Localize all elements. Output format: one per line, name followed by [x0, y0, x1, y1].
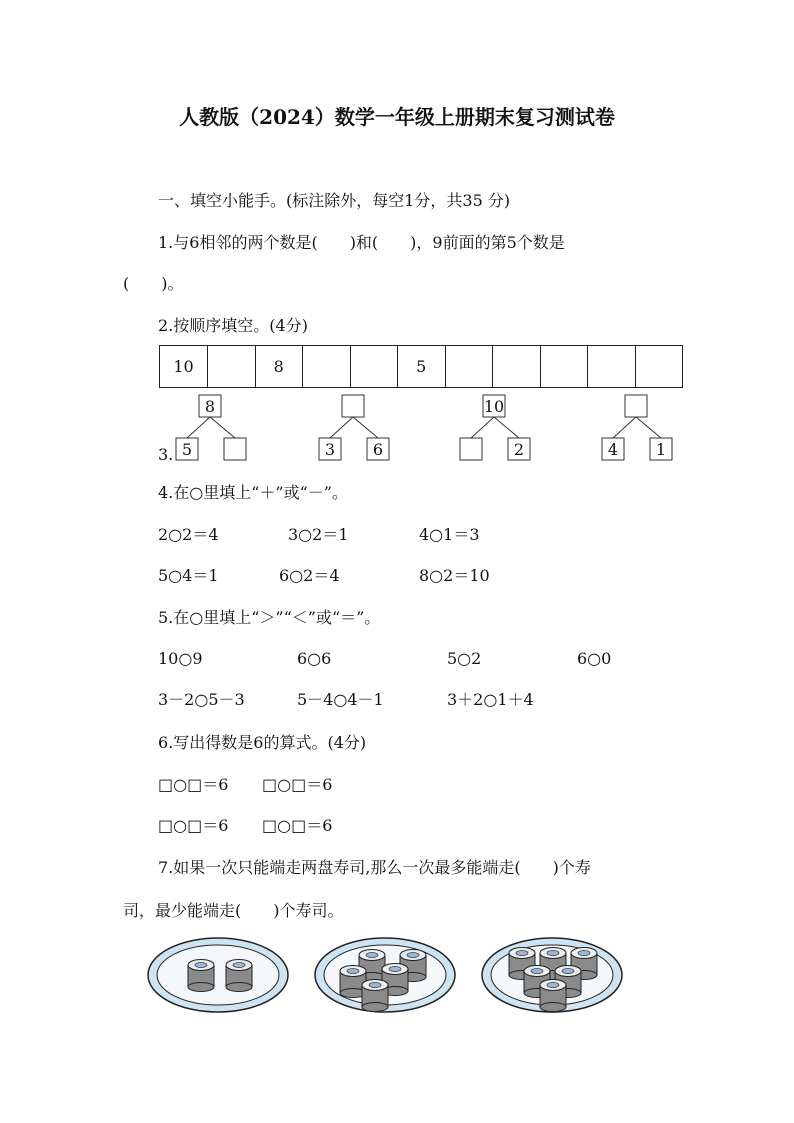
- sushi-filling: [347, 969, 359, 974]
- sequence-cell[interactable]: 10: [160, 346, 208, 387]
- section1-heading: 一、填空小能手。(标注除外，每空1分，共35 分): [158, 191, 511, 210]
- page-title: 人教版（2024）数学一年级上册期末复习测试卷: [179, 105, 615, 129]
- sushi-filling: [547, 983, 559, 988]
- q1-line2: ( )。: [123, 274, 184, 293]
- q1-line1: 1.与6相邻的两个数是( )和( )，9前面的第5个数是: [158, 233, 565, 252]
- q4-text: 4.在○里填上“＋”或“－”。: [158, 483, 348, 502]
- q6-eq: □○□＝6: [158, 816, 229, 835]
- bond-top-box-value: 8: [204, 397, 216, 416]
- q6-eq: □○□＝6: [262, 775, 333, 794]
- sushi-filling: [531, 969, 543, 974]
- bond-right-box-value: 1: [655, 440, 667, 459]
- q5-text: 5.在○里填上“＞”“＜”或“＝”。: [158, 608, 381, 627]
- sushi-filling: [547, 951, 559, 956]
- q6-eq: □○□＝6: [262, 816, 333, 835]
- q4-eq: 8○2＝10: [419, 566, 490, 585]
- sushi-filling: [389, 967, 401, 972]
- sushi-filling: [562, 969, 574, 974]
- q4-eq: 2○2＝4: [158, 525, 219, 544]
- sushi-filling: [366, 953, 378, 958]
- sushi-roll-bottom: [362, 1003, 388, 1012]
- q2-text: 2.按顺序填空。(4分): [158, 316, 308, 335]
- sushi-filling: [233, 963, 245, 968]
- q4-eq: 5○4＝1: [158, 566, 219, 585]
- sushi-roll-bottom: [188, 983, 214, 992]
- sequence-cell[interactable]: 5: [398, 346, 446, 387]
- q4-eq: 3○2＝1: [288, 525, 349, 544]
- q7-line2: 司，最少能端走( )个寿司。: [123, 901, 344, 920]
- bond-top-box-value: 10: [483, 397, 505, 416]
- q6-text: 6.写出得数是6的算式。(4分): [158, 733, 367, 752]
- bond-left-box-value: 4: [607, 440, 619, 459]
- sushi-roll-bottom: [226, 983, 252, 992]
- q7-line1: 7.如果一次只能端走两盘寿司,那么一次最多能端走( )个寿: [158, 858, 591, 877]
- q5-compare: 6○6: [297, 649, 332, 668]
- q6-eq: □○□＝6: [158, 775, 229, 794]
- sushi-filling: [195, 963, 207, 968]
- q5-compare: 10○9: [158, 649, 203, 668]
- sushi-roll-bottom: [540, 1003, 566, 1012]
- sushi-filling: [578, 951, 590, 956]
- q4-eq: 6○2＝4: [279, 566, 340, 585]
- sushi-filling: [369, 983, 381, 988]
- sushi-filling: [516, 951, 528, 956]
- sushi-filling: [407, 953, 419, 958]
- q5-compare: 3＋2○1＋4: [447, 690, 534, 709]
- sequence-cell[interactable]: 8: [256, 346, 304, 387]
- bond-left-box-value: 5: [181, 440, 193, 459]
- bond-right-box-value: 6: [372, 440, 384, 459]
- bond-left-box-value: 3: [324, 440, 336, 459]
- q5-compare: 3－2○5－3: [158, 690, 245, 709]
- q5-compare: 6○0: [577, 649, 612, 668]
- q3-label: 3.: [158, 445, 174, 464]
- q4-eq: 4○1＝3: [419, 525, 480, 544]
- q5-compare: 5○2: [447, 649, 482, 668]
- bond-right-box-value: 2: [513, 440, 525, 459]
- q5-compare: 5－4○4－1: [297, 690, 384, 709]
- plate-center: [157, 945, 279, 1005]
